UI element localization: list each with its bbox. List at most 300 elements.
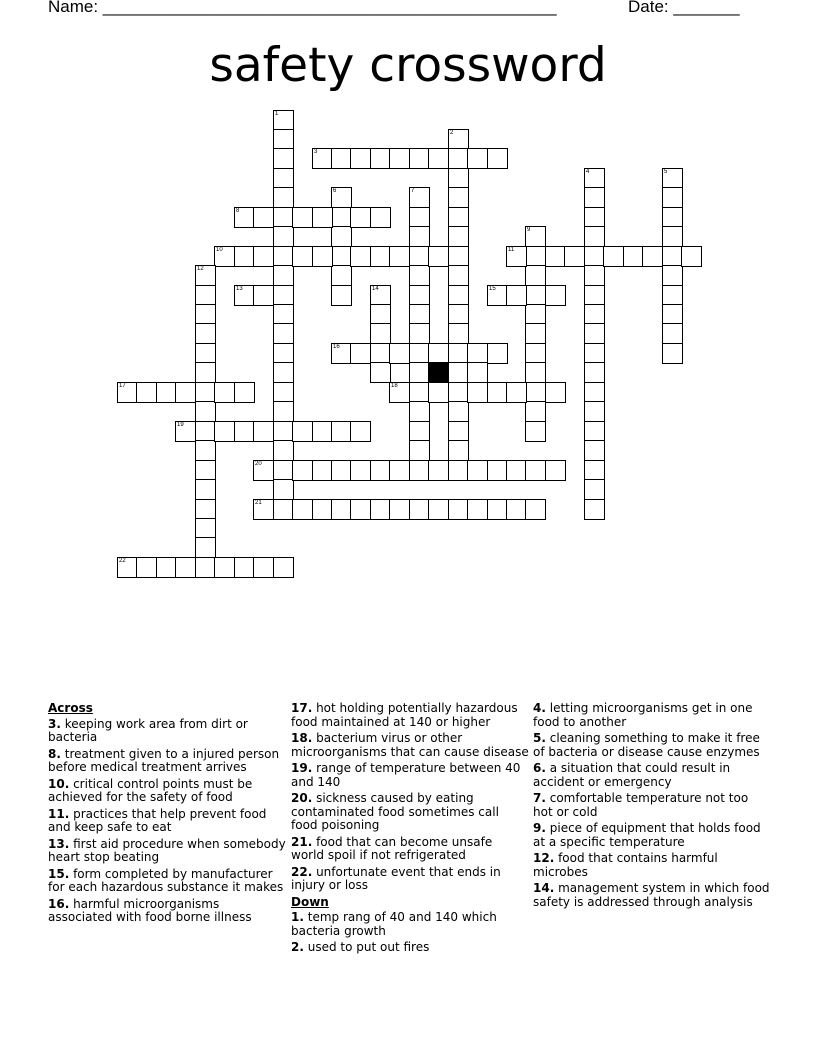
clue-item <box>533 822 771 849</box>
cell-number: 8 <box>236 208 240 214</box>
grid-cell[interactable] <box>409 207 430 228</box>
grid-cell[interactable] <box>253 207 274 228</box>
clue-item <box>48 898 286 925</box>
grid-cell[interactable] <box>350 421 371 442</box>
grid-cell[interactable] <box>273 401 294 422</box>
grid-cell[interactable] <box>273 148 294 169</box>
down-clue-list <box>291 911 529 955</box>
clue-text: management system in which food safety is addressed through analysis <box>533 881 770 909</box>
cell-number: 4 <box>586 169 590 175</box>
clue-item <box>48 838 286 865</box>
grid-cell[interactable] <box>195 479 216 500</box>
cell-number: 20 <box>255 461 262 467</box>
grid-cell[interactable] <box>175 421 196 442</box>
grid-cell[interactable] <box>234 246 255 267</box>
clue-number: 11. <box>48 806 70 821</box>
grid-cell[interactable] <box>292 207 313 228</box>
grid-cell[interactable] <box>487 148 508 169</box>
grid-cell[interactable] <box>448 304 469 325</box>
grid-cell[interactable] <box>253 557 274 578</box>
grid-cell[interactable] <box>350 246 371 267</box>
grid-cell[interactable] <box>662 323 683 344</box>
grid-cell[interactable] <box>428 499 449 520</box>
grid-cell[interactable] <box>350 148 371 169</box>
across-clue-list-continued <box>291 702 529 893</box>
grid-cell[interactable] <box>525 246 546 267</box>
grid-cell[interactable] <box>331 207 352 228</box>
clue-number: 17. <box>291 701 313 715</box>
grid-cell[interactable] <box>370 207 391 228</box>
grid-cell[interactable] <box>389 382 410 403</box>
grid-cell[interactable] <box>156 382 177 403</box>
grid-cell[interactable] <box>448 265 469 286</box>
grid-cell[interactable] <box>273 168 294 189</box>
cell-number: 14 <box>372 286 379 292</box>
clue-text: sickness caused by eating contaminated food sometimes call food poisoning <box>291 791 499 832</box>
clue-item <box>48 748 286 775</box>
grid-cell[interactable] <box>195 537 216 558</box>
clue-text: practices that help prevent food and keep safe to eat <box>48 806 267 834</box>
grid-cell[interactable] <box>331 460 352 481</box>
grid-cell[interactable] <box>409 421 430 442</box>
grid-cell[interactable] <box>584 362 605 383</box>
date-field[interactable]: Date: _______ <box>628 0 740 16</box>
grid-cell[interactable] <box>234 557 255 578</box>
clue-number: 13. <box>48 836 70 851</box>
clue-item <box>291 866 529 893</box>
grid-cell[interactable] <box>234 285 255 306</box>
grid-cell[interactable] <box>273 382 294 403</box>
clue-item <box>48 778 286 805</box>
grid-cell[interactable] <box>584 187 605 208</box>
grid-cell[interactable] <box>428 382 449 403</box>
grid-cell[interactable] <box>312 207 333 228</box>
grid-cell[interactable] <box>117 557 138 578</box>
clue-item <box>533 702 771 729</box>
grid-cell[interactable] <box>253 246 274 267</box>
grid-cell[interactable] <box>564 246 585 267</box>
grid-cell[interactable] <box>584 401 605 422</box>
grid-cell[interactable] <box>525 343 546 364</box>
grid-cell[interactable] <box>525 382 546 403</box>
clue-text: critical control points must be achieved for the safety of food <box>48 776 253 804</box>
grid-cell[interactable] <box>584 285 605 306</box>
clue-item <box>48 808 286 835</box>
grid-cell[interactable] <box>273 226 294 247</box>
grid-cell[interactable] <box>584 304 605 325</box>
grid-cell[interactable] <box>273 499 294 520</box>
grid-cell[interactable] <box>350 499 371 520</box>
clue-text: first aid procedure when somebody heart stop beating <box>48 836 286 864</box>
grid-cell[interactable] <box>195 285 216 306</box>
grid-cell[interactable] <box>487 460 508 481</box>
grid-cell[interactable] <box>331 148 352 169</box>
clue-number: 5. <box>533 731 546 745</box>
grid-cell[interactable] <box>662 226 683 247</box>
clue-item <box>533 732 771 759</box>
grid-cell[interactable] <box>487 382 508 403</box>
grid-cell[interactable] <box>487 499 508 520</box>
grid-cell[interactable] <box>409 499 430 520</box>
clue-text: form completed by manufacturer for each hazardous substance it makes <box>48 866 284 894</box>
grid-cell[interactable] <box>389 499 410 520</box>
grid-cell[interactable] <box>273 207 294 228</box>
grid-cell[interactable] <box>195 499 216 520</box>
grid-cell[interactable] <box>467 362 488 383</box>
clue-item <box>533 882 771 909</box>
grid-cell[interactable] <box>662 207 683 228</box>
grid-cell[interactable] <box>370 148 391 169</box>
grid-cell[interactable] <box>195 440 216 461</box>
clue-item <box>291 836 529 863</box>
grid-cell[interactable] <box>195 343 216 364</box>
grid-cell[interactable] <box>273 187 294 208</box>
grid-cell[interactable] <box>467 343 488 364</box>
cell-number: 12 <box>197 266 204 272</box>
grid-cell[interactable] <box>545 382 566 403</box>
grid-cell[interactable] <box>312 460 333 481</box>
clues-column-2 <box>291 702 529 958</box>
grid-cell[interactable] <box>292 246 313 267</box>
grid-cell[interactable] <box>175 557 196 578</box>
grid-cell[interactable] <box>292 421 313 442</box>
grid-cell[interactable] <box>448 440 469 461</box>
grid-cell[interactable] <box>448 421 469 442</box>
grid-cell[interactable] <box>584 460 605 481</box>
grid-cell[interactable] <box>584 226 605 247</box>
grid-cell[interactable] <box>584 168 605 189</box>
clue-item <box>291 911 529 938</box>
grid-cell[interactable] <box>662 343 683 364</box>
grid-cell[interactable] <box>331 499 352 520</box>
grid-cell[interactable] <box>428 460 449 481</box>
grid-cell[interactable] <box>584 421 605 442</box>
grid-cell[interactable] <box>623 246 644 267</box>
grid-cell[interactable] <box>525 401 546 422</box>
grid-cell[interactable] <box>487 285 508 306</box>
grid-cell[interactable] <box>662 168 683 189</box>
grid-cell[interactable] <box>331 226 352 247</box>
grid-cell[interactable] <box>662 285 683 306</box>
grid-cell[interactable] <box>117 382 138 403</box>
clue-number: 7. <box>533 791 546 805</box>
clue-number: 12. <box>533 851 555 865</box>
grid-cell[interactable] <box>584 440 605 461</box>
clue-text: comfortable temperature not too hot or cold <box>533 791 749 819</box>
clue-text: a situation that could result in accident or emergency <box>533 761 731 789</box>
grid-cell[interactable] <box>525 285 546 306</box>
clue-number: 22. <box>291 864 313 879</box>
grid-cell[interactable] <box>584 479 605 500</box>
grid-cell[interactable] <box>448 323 469 344</box>
clue-text: hot holding potentially hazardous food maintained at 140 or higher <box>291 701 518 729</box>
grid-cell[interactable] <box>409 285 430 306</box>
grid-cell[interactable] <box>525 323 546 344</box>
grid-cell[interactable] <box>525 362 546 383</box>
grid-cell[interactable] <box>312 148 333 169</box>
cell-number: 19 <box>177 422 184 428</box>
grid-cell[interactable] <box>506 246 527 267</box>
grid-cell[interactable] <box>331 187 352 208</box>
clue-text: treatment given to a injured person before medical treatment arrives <box>48 746 280 774</box>
grid-cell[interactable] <box>370 285 391 306</box>
grid-cell[interactable] <box>448 460 469 481</box>
grid-cell[interactable] <box>331 246 352 267</box>
grid-cell[interactable] <box>681 246 702 267</box>
grid-cell[interactable] <box>273 285 294 306</box>
grid-cell[interactable] <box>409 440 430 461</box>
grid-cell[interactable] <box>273 557 294 578</box>
clue-number: 1. <box>291 910 304 924</box>
clue-number: 9. <box>533 821 546 835</box>
grid-cell[interactable] <box>156 557 177 578</box>
grid-cell[interactable] <box>545 285 566 306</box>
grid-cell[interactable] <box>195 460 216 481</box>
grid-cell[interactable] <box>273 440 294 461</box>
grid-cell[interactable] <box>370 323 391 344</box>
cell-number: 9 <box>527 227 531 233</box>
grid-cell[interactable] <box>506 460 527 481</box>
cell-number: 21 <box>255 500 262 506</box>
grid-cell[interactable] <box>545 460 566 481</box>
grid-cell[interactable] <box>467 460 488 481</box>
grid-cell[interactable] <box>195 382 216 403</box>
clue-text: food that contains harmful microbes <box>533 851 718 879</box>
grid-cell[interactable] <box>525 460 546 481</box>
grid-cell[interactable] <box>195 304 216 325</box>
clue-text: unfortunate event that ends in injury or loss <box>291 864 501 892</box>
grid-cell[interactable] <box>409 187 430 208</box>
grid-cell[interactable] <box>448 246 469 267</box>
grid-cell[interactable] <box>273 323 294 344</box>
down-heading: Down <box>291 894 329 909</box>
grid-cell[interactable] <box>175 382 196 403</box>
grid-cell[interactable] <box>662 246 683 267</box>
grid-cell[interactable] <box>273 246 294 267</box>
grid-cell[interactable] <box>448 129 469 150</box>
clue-text: range of temperature between 40 and 140 <box>291 761 521 789</box>
grid-cell[interactable] <box>273 421 294 442</box>
grid-cell[interactable] <box>584 323 605 344</box>
clue-number: 8. <box>48 746 61 761</box>
grid-cell[interactable] <box>448 168 469 189</box>
clue-number: 15. <box>48 866 70 881</box>
grid-cell[interactable] <box>273 460 294 481</box>
grid-cell[interactable] <box>253 499 274 520</box>
grid-cell[interactable] <box>525 226 546 247</box>
grid-cell[interactable] <box>370 343 391 364</box>
grid-cell[interactable] <box>662 187 683 208</box>
grid-cell[interactable] <box>428 246 449 267</box>
grid-cell[interactable] <box>428 148 449 169</box>
clue-item <box>291 732 529 759</box>
clue-item <box>291 792 529 833</box>
grid-cell[interactable] <box>525 304 546 325</box>
grid-cell[interactable] <box>409 226 430 247</box>
grid-cell[interactable] <box>409 343 430 364</box>
grid-cell[interactable] <box>350 207 371 228</box>
grid-cell[interactable] <box>273 265 294 286</box>
grid-cell[interactable] <box>234 382 255 403</box>
grid-cell[interactable] <box>662 265 683 286</box>
clue-item <box>533 852 771 879</box>
grid-cell[interactable] <box>195 362 216 383</box>
grid-cell[interactable] <box>389 246 410 267</box>
grid-cell[interactable] <box>273 362 294 383</box>
grid-cell[interactable] <box>214 382 235 403</box>
clue-item <box>291 762 529 789</box>
clue-number: 6. <box>533 761 546 775</box>
grid-cell[interactable] <box>409 265 430 286</box>
grid-cell[interactable] <box>525 499 546 520</box>
grid-cell[interactable] <box>603 246 624 267</box>
grid-cell[interactable] <box>584 207 605 228</box>
cell-number: 6 <box>333 188 337 194</box>
grid-cell[interactable] <box>253 285 274 306</box>
cell-number: 15 <box>489 286 496 292</box>
cell-number: 13 <box>236 286 243 292</box>
grid-cell[interactable] <box>292 460 313 481</box>
grid-cell[interactable] <box>662 304 683 325</box>
grid-cell[interactable] <box>487 343 508 364</box>
grid-cell[interactable] <box>214 246 235 267</box>
grid-cell[interactable] <box>525 421 546 442</box>
grid-cell[interactable] <box>331 343 352 364</box>
grid-cell[interactable] <box>370 304 391 325</box>
grid-cell[interactable] <box>448 187 469 208</box>
grid-cell[interactable] <box>409 246 430 267</box>
grid-cell[interactable] <box>370 362 391 383</box>
grid-cell[interactable] <box>448 285 469 306</box>
clues-column-3 <box>533 702 771 912</box>
clue-number: 14. <box>533 881 555 895</box>
grid-cell[interactable] <box>467 499 488 520</box>
clue-number: 19. <box>291 761 313 775</box>
cell-number: 18 <box>391 383 398 389</box>
grid-cell[interactable] <box>331 265 352 286</box>
cell-number: 7 <box>411 188 415 194</box>
grid-cell[interactable] <box>312 421 333 442</box>
grid-cell[interactable] <box>350 460 371 481</box>
grid-cell[interactable] <box>273 110 294 131</box>
clues-column-1 <box>48 702 286 928</box>
grid-cell[interactable] <box>584 343 605 364</box>
grid-cell[interactable] <box>506 285 527 306</box>
grid-cell[interactable] <box>584 265 605 286</box>
clue-item <box>291 941 529 955</box>
clue-item <box>533 762 771 789</box>
grid-cell[interactable] <box>370 460 391 481</box>
cell-number: 16 <box>333 344 340 350</box>
grid-cell[interactable] <box>195 518 216 539</box>
grid-cell[interactable] <box>195 401 216 422</box>
grid-cell[interactable] <box>253 460 274 481</box>
grid-cell[interactable] <box>584 382 605 403</box>
cell-number: 3 <box>314 149 318 155</box>
grid-cell[interactable] <box>409 382 430 403</box>
name-field[interactable]: Name: ________________________________________________ <box>48 0 557 16</box>
grid-cell[interactable] <box>584 246 605 267</box>
grid-cell[interactable] <box>409 323 430 344</box>
grid-cell[interactable] <box>234 207 255 228</box>
grid-cell[interactable] <box>409 148 430 169</box>
grid-cell[interactable] <box>312 499 333 520</box>
grid-cell[interactable] <box>273 343 294 364</box>
clue-number: 21. <box>291 834 313 849</box>
grid-cell[interactable] <box>448 401 469 422</box>
grid-cell[interactable] <box>331 421 352 442</box>
grid-cell[interactable] <box>389 148 410 169</box>
clue-item <box>48 868 286 895</box>
clue-item <box>48 718 286 745</box>
grid-cell[interactable] <box>448 499 469 520</box>
grid-cell[interactable] <box>409 362 430 383</box>
grid-cell[interactable] <box>195 323 216 344</box>
clue-number: 10. <box>48 776 70 791</box>
grid-cell[interactable] <box>448 148 469 169</box>
grid-cell[interactable] <box>195 421 216 442</box>
grid-cell[interactable] <box>136 382 157 403</box>
grid-cell[interactable] <box>214 557 235 578</box>
clue-text: harmful microorganisms associated with food borne illness <box>48 896 252 924</box>
grid-cell[interactable] <box>273 129 294 150</box>
grid-cell[interactable] <box>136 557 157 578</box>
clue-item <box>291 702 529 729</box>
grid-cell[interactable] <box>467 148 488 169</box>
grid-cell[interactable] <box>292 499 313 520</box>
grid-cell[interactable] <box>195 265 216 286</box>
grid-cell[interactable] <box>506 382 527 403</box>
grid-cell[interactable] <box>195 557 216 578</box>
grid-cell[interactable] <box>350 343 371 364</box>
clue-number: 20. <box>291 791 313 805</box>
grid-cell[interactable] <box>214 421 235 442</box>
grid-cell[interactable] <box>389 343 410 364</box>
grid-cell[interactable] <box>389 460 410 481</box>
grid-cell[interactable] <box>448 362 469 383</box>
grid-cell[interactable] <box>448 226 469 247</box>
clue-number: 18. <box>291 731 313 745</box>
grid-cell[interactable] <box>545 246 566 267</box>
grid-cell[interactable] <box>273 304 294 325</box>
grid-cell[interactable] <box>467 382 488 403</box>
grid-cell[interactable] <box>312 246 333 267</box>
grid-cell[interactable] <box>409 460 430 481</box>
grid-cell[interactable] <box>642 246 663 267</box>
grid-cell[interactable] <box>409 304 430 325</box>
grid-cell[interactable] <box>448 343 469 364</box>
cell-number: 22 <box>119 558 126 564</box>
clue-number: 2. <box>291 940 304 954</box>
grid-cell[interactable] <box>234 421 255 442</box>
grid-cell[interactable] <box>448 207 469 228</box>
clue-number: 3. <box>48 716 61 731</box>
grid-cell[interactable] <box>584 499 605 520</box>
grid-cell[interactable] <box>525 265 546 286</box>
grid-cell[interactable] <box>448 382 469 403</box>
clue-text: cleaning something to make it free of bacteria or disease cause enzymes <box>533 731 760 759</box>
grid-cell[interactable] <box>331 285 352 306</box>
grid-cell[interactable] <box>506 499 527 520</box>
grid-cell[interactable] <box>428 343 449 364</box>
clue-text: bacterium virus or other microorganisms that can cause disease <box>291 731 529 759</box>
grid-cell[interactable] <box>370 246 391 267</box>
clue-text: keeping work area from dirt or bacteria <box>48 716 248 744</box>
grid-cell[interactable] <box>273 479 294 500</box>
grid-cell[interactable] <box>253 421 274 442</box>
grid-cell[interactable] <box>409 401 430 422</box>
grid-cell[interactable] <box>370 499 391 520</box>
